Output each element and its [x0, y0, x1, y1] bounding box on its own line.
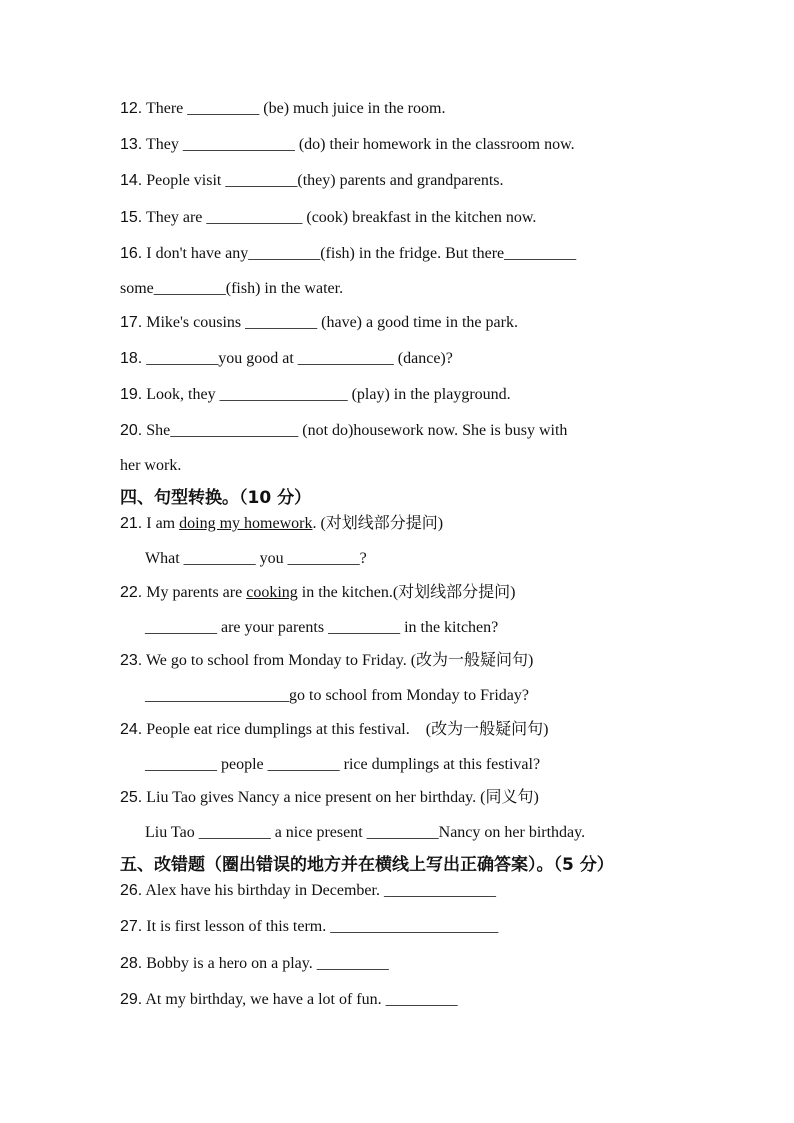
question-number: 21.	[120, 515, 143, 532]
question-number: 12.	[120, 100, 143, 117]
question-number: 26.	[120, 882, 143, 899]
question-text: They are ____________ (cook) breakfast in the kitchen now.	[145, 209, 537, 226]
section-4-title: 四、句型转换。（10 分）	[120, 488, 312, 508]
answer-line-25: Liu Tao _________ a nice present _________Nancy on her birthday.	[145, 824, 586, 841]
answer-line-23: __________________go to school from Monday to Friday?	[145, 687, 529, 704]
question-number: 18.	[120, 350, 143, 367]
question-number: 14.	[120, 172, 143, 189]
question-text: My parents are	[146, 584, 247, 601]
question-29	[120, 990, 680, 1010]
question-17	[120, 313, 680, 333]
question-text: I don't have any_________(fish) in the fridge. But there_________	[146, 245, 577, 262]
question-text: Look, they ________________ (play) in the playground.	[146, 386, 511, 403]
question-15	[120, 208, 680, 228]
question-20-continued	[120, 456, 680, 476]
question-14	[120, 171, 680, 191]
question-text: We go to school from Monday to Friday. (改为一般疑问句)	[145, 652, 534, 669]
question-28	[120, 954, 680, 974]
question-19	[120, 385, 680, 405]
question-number: 25.	[120, 789, 143, 806]
question-24	[120, 720, 680, 740]
question-text: Liu Tao gives Nancy a nice present on her birthday. (同义句)	[146, 789, 539, 806]
question-instruction: in the kitchen.(对划线部分提问)	[297, 584, 516, 601]
question-text: Mike's cousins _________ (have) a good time in the park.	[146, 314, 518, 331]
question-18	[120, 349, 680, 369]
question-number: 28.	[120, 955, 143, 972]
question-text: _________you good at ____________ (dance)?	[146, 350, 453, 367]
question-13	[120, 135, 680, 155]
question-number: 27.	[120, 918, 143, 935]
question-21	[120, 514, 680, 534]
question-12	[120, 99, 680, 119]
section-5-title: 五、改错题（圈出错误的地方并在横线上写出正确答案）。（5 分）	[120, 855, 614, 875]
question-number: 13.	[120, 136, 143, 153]
question-text: her work.	[120, 457, 182, 474]
question-number: 17.	[120, 314, 143, 331]
question-text: some_________(fish) in the water.	[120, 280, 344, 297]
answer-line-22: _________ are your parents _________ in the kitchen?	[145, 619, 499, 636]
question-number: 23.	[120, 652, 143, 669]
question-23	[120, 651, 680, 671]
question-16	[120, 244, 680, 264]
question-number: 15.	[120, 209, 143, 226]
question-text: People eat rice dumplings at this festival. (改为一般疑问句)	[146, 721, 549, 738]
answer-line-21: What _________ you _________?	[145, 550, 367, 567]
underlined-phrase: doing my homework	[179, 515, 313, 532]
question-20	[120, 421, 680, 441]
question-25	[120, 788, 680, 808]
question-27	[120, 917, 680, 937]
question-instruction: . (对划线部分提问)	[312, 515, 444, 532]
answer-line-24: _________ people _________ rice dumplings at this festival?	[145, 756, 541, 773]
question-text: There _________ (be) much juice in the room.	[145, 100, 446, 117]
question-number: 19.	[120, 386, 143, 403]
underlined-phrase: cooking	[246, 584, 298, 601]
question-number: 29.	[120, 991, 143, 1008]
question-text: Alex have his birthday in December. ______________	[145, 882, 496, 899]
question-number: 20.	[120, 422, 143, 439]
question-text: She________________ (not do)housework now. She is busy with	[146, 422, 568, 439]
question-26	[120, 881, 680, 901]
question-text: Bobby is a hero on a play. _________	[146, 955, 389, 972]
question-number: 24.	[120, 721, 143, 738]
question-number: 22.	[120, 584, 143, 601]
question-number: 16.	[120, 245, 143, 262]
question-text: I am	[146, 515, 180, 532]
question-text: It is first lesson of this term. _____________________	[146, 918, 499, 935]
question-text: They ______________ (do) their homework in the classroom now.	[145, 136, 575, 153]
question-16-continued	[120, 279, 680, 299]
question-text: At my birthday, we have a lot of fun. _________	[145, 991, 458, 1008]
question-22	[120, 583, 680, 603]
question-text: People visit _________(they) parents and grandparents.	[146, 172, 504, 189]
